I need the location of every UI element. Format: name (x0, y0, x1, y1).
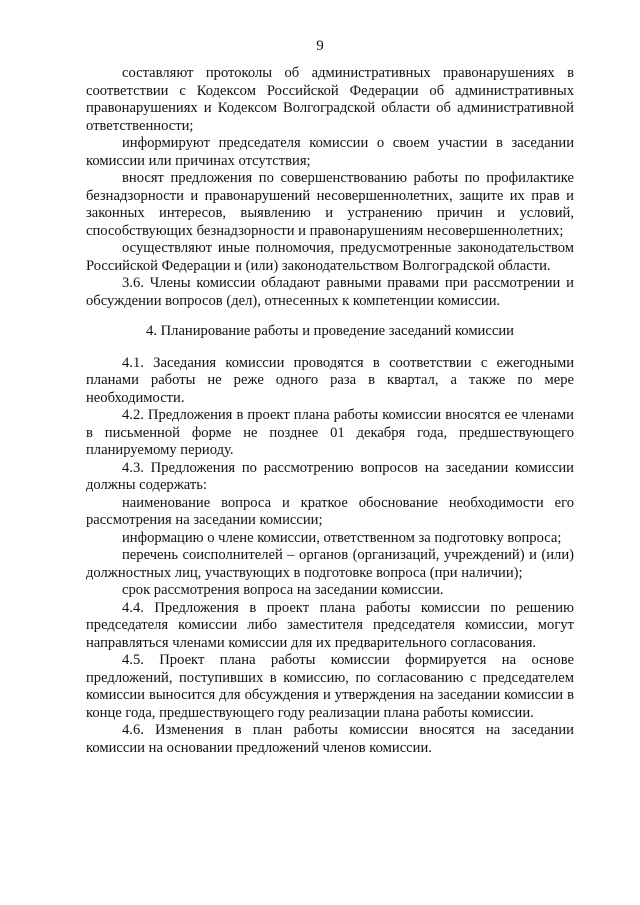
paragraph-4-3: 4.3. Предложения по рассмотрению вопросов на заседании комиссии должны содержать: (86, 459, 574, 493)
paragraph-proposals: вносят предложения по совершенствованию работы по профилактике безнадзорности и правонарушений несовершеннолетних, защите их прав и законных интересов, выявлению и устранению причин и условий, способствующих безнадзорности и правонарушениям несовершеннолетних; (86, 170, 574, 239)
page-number: 9 (316, 38, 324, 54)
document-body (86, 65, 574, 757)
list-item-question-name: наименование вопроса и краткое обоснование необходимости его рассмотрения на заседании комиссии; (86, 494, 574, 528)
paragraph-4-1: 4.1. Заседания комиссии проводятся в соответствии с ежегодными планами работы не реже одного раза в квартал, а также по мере необходимости. (86, 354, 574, 406)
paragraph-inform: информируют председателя комиссии о своем участии в заседании комиссии или причинах отсутствия; (86, 135, 574, 169)
paragraph-4-4: 4.4. Предложения в проект плана работы комиссии по решению председателя комиссии либо заместителя председателя комиссии, могут направляться членами комиссии для их предварительного согласования. (86, 599, 574, 651)
list-item-deadline: срок рассмотрения вопроса на заседании комиссии. (122, 582, 444, 598)
paragraph-protocols: составляют протоколы об административных правонарушениях в соответствии с Кодексом Российской Федерации об административных правонарушениях и Кодексом Волгоградской области об административной ответственности; (86, 65, 574, 134)
paragraph-powers: осуществляют иные полномочия, предусмотренные законодательством Российской Федерации и (или) законодательством Волгоградской области. (86, 240, 574, 274)
paragraph-4-6: 4.6. Изменения в план работы комиссии вносятся на заседании комиссии на основании предложений членов комиссии. (86, 722, 574, 756)
list-item-co-executors: перечень соисполнителей – органов (организаций, учреждений) и (или) должностных лиц, участвующих в подготовке вопроса (при наличии); (86, 547, 574, 581)
paragraph-4-5: 4.5. Проект плана работы комиссии формируется на основе предложений, поступивших в комиссию, по согласованию с председателем комиссии выносится для обсуждения и утверждения на заседании комиссии в конце года, предшествующего году реализации плана работы комиссии. (86, 652, 574, 721)
list-item-responsible-member: информацию о члене комиссии, ответственном за подготовку вопроса; (122, 529, 562, 546)
section-heading: 4. Планирование работы и проведение заседаний комиссии (146, 323, 514, 339)
paragraph-4-2: 4.2. Предложения в проект плана работы комиссии вносятся ее членами в письменной форме не позднее 01 декабря года, предшествующего планируемому периоду. (86, 407, 574, 458)
paragraph-3-6: 3.6. Члены комиссии обладают равными правами при рассмотрении и обсуждении вопросов (дел), отнесенных к компетенции комиссии. (86, 275, 574, 309)
